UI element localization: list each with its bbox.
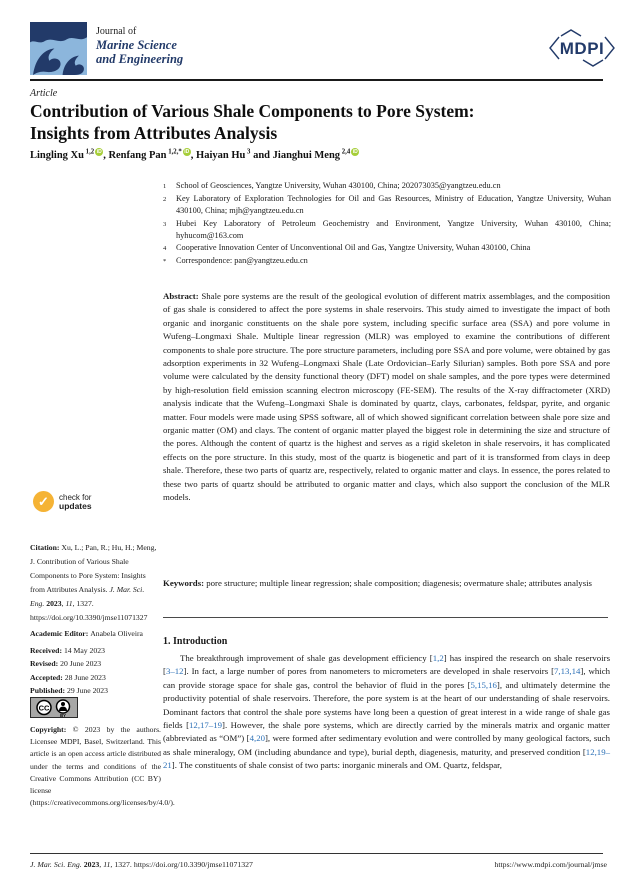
text-segment: , 1327. https://doi.org/10.3390/jmse11071327 — [110, 860, 253, 869]
text-segment: ]. The constituents of shale consist of two parts: inorganic minerals and OM. Quartz, feldspar, — [171, 760, 502, 771]
citation-block — [30, 541, 160, 625]
text-segment: 2023 — [46, 599, 62, 608]
page-title — [30, 100, 608, 144]
text-segment: Anabela Oliveira — [90, 629, 143, 638]
svg-text:CC: CC — [38, 703, 50, 713]
abstract-text: Shale pore systems are the result of the geological evolution of different matrix assemblages, and the composition of gas shale is considered to affect the pore systems in shale reservoirs. This study aimed to investigate the impact of both organic and inorganic constituents on the shale pore system, including specific surface area (SSA) and pore volume in Wufeng–Longmaxi Shale. Multiple linear regression (MLR) was employed to examine the contributions of different components to shale pore structure. The pore structure parameters, including pore SSA and pore volume, were obtained by gas adsorption experiments in 32 Wufeng–Longmaxi Shale (Late Ordovician–Early Silurian) samples. Both pore SSA and pore volume were calculated by the density functional theory (DFT) model on shale samples, and the pore types were determined by high-resolution field emission scanning electron microscopy (FE-SEM). The results of the X-ray diffractometer (XRD) analysis indicate that the Wufeng–Longmaxi Shale is dominated by quartz, clays, carbonates, feldspar, pyrite, and organic matter. Four models were made using SPSS software, all of which showed significant correlation between shale pore size and organic matter (OM) and clays. The content of organic matter played the biggest role in determining the size and structure of the pores. Although the content of quartz is the highest and serves as a rigid skeleton in shale reservoirs, it has complicated effects on the pore structure. In this study, most of the quartz is biogenetic and part of it is transformed from clays in deep shale. Therefore, these two parts of quartz are, respectively, related to organic matter and clays. In essence, the pores related to these two parts of quartz should be attributed to organic matter and clays, which also support the conclusion of the MLR models. — [163, 291, 610, 503]
affiliation-item: 3 Hubei Key Laboratory of Petroleum Geochemistry and Environment, Yangtze University, Wuhan 430100, China; hyhucom@163.com — [163, 218, 611, 240]
footer-citation — [30, 860, 253, 869]
affiliation-item: 1 School of Geosciences, Yangtze University, Wuhan 430100, China; 202073035@yangtzeu.edu.cn — [163, 181, 501, 190]
text-segment: Copyright: — [30, 725, 73, 734]
text-segment: ], which can provide storage space for shale gas, control the behavior of fluid in the pores [ — [163, 666, 611, 690]
history-dates — [30, 644, 108, 698]
correspondence-item: * Correspondence: pan@yangtzeu.edu.cn — [163, 256, 308, 266]
orcid-icon[interactable]: iD — [184, 149, 190, 155]
reference-link[interactable]: 12,19–21 — [163, 746, 610, 771]
author: Lingling Xu $^{1,2}$ iD , — [30, 148, 109, 161]
title-line1: Contribution of Various Shale Components to Pore System: — [30, 101, 475, 121]
text-segment: , — [99, 860, 104, 869]
text-segment: © 2023 by the authors. Licensee MDPI, Basel, Switzerland. This article is an open access article distributed under the terms and conditions of the Creative Commons Attribution (CC BY) license (https://creativecommons.org/licenses/by/4.0/). — [30, 725, 175, 808]
mdpi-logo-text: MDPI — [559, 39, 605, 58]
text-segment: , — [61, 599, 66, 608]
date-published: Published: 29 June 2023 — [30, 686, 108, 696]
svg-text:BY: BY — [60, 713, 66, 718]
author: Haiyan Hu $^3$ and — [196, 148, 273, 161]
check-icon: ✓ — [33, 491, 54, 512]
text-segment: J. Mar. Sci. Eng. — [30, 585, 145, 608]
date-received: Received: 14 May 2023 — [30, 646, 105, 655]
mdpi-logo-icon — [545, 28, 619, 68]
text-segment: ]. However, the shale pore systems, which are directly carried by the minerals matrix and organic matter (abbreviated as “OM”) [ — [163, 720, 610, 744]
keywords-label: Keywords: — [163, 578, 205, 588]
orcid-icon[interactable]: iD — [352, 149, 358, 155]
abstract-label: Abstract: — [163, 291, 199, 301]
reference-link[interactable]: 3–12 — [165, 666, 184, 677]
header-divider — [30, 79, 603, 81]
date-accepted: Accepted: 28 June 2023 — [30, 672, 106, 682]
keywords — [163, 577, 610, 590]
journal-title — [96, 27, 183, 66]
reference-link[interactable]: 4,20 — [249, 733, 265, 744]
affiliation-item: 4 Cooperative Innovation Center of Unconventional Oil and Gas, Yangtze University, Wuhan 430100, China — [163, 243, 531, 253]
reference-link[interactable]: 5,15,16 — [470, 679, 497, 690]
article-type-label: Article — [30, 88, 58, 99]
footer-journal-url[interactable]: https://www.mdpi.com/journal/jmse — [494, 860, 607, 869]
academic-editor — [30, 628, 160, 639]
affiliation-item: 2 Key Laboratory of Exploration Technologies for Oil and Gas Resources, Ministry of Education, Yangtze University, Wuhan 430100, China; mjh@yangtzeu.edu.cn — [163, 194, 611, 216]
reference-link[interactable]: 12,17–19 — [189, 720, 223, 731]
text-segment: ], were formed after sedimentary evolution and were controlled by many geological factors, such as shale mineralogy, OM (including abundance and type), burial depth, diagenesis, maturity, and preserved condition [ — [163, 733, 610, 757]
author: Renfang Pan $^{1,2,*}$ iD , — [108, 148, 197, 161]
text-segment: J. Mar. Sci. Eng. — [30, 860, 84, 869]
cc-by-license-badge[interactable] — [30, 697, 78, 718]
date-revised: Revised: 20 June 2023 — [30, 659, 102, 669]
journal-name-line1: Marine Science — [96, 38, 177, 52]
reference-link[interactable]: 7,13,14 — [554, 666, 581, 677]
copyright-notice — [30, 724, 175, 809]
affiliations-list — [163, 180, 611, 268]
reference-link[interactable]: 1,2 — [432, 653, 444, 663]
journal-wave-icon — [30, 22, 87, 75]
section-divider — [163, 617, 608, 618]
text-segment: ], and ultimately determine the productivity potential of shale reservoirs. Therefore, the pore system is at the heart of our understanding of shale reservoirs. Dominant factors that control the shale pore systems have long been a question of great interest in a wide range of shale gas fields [ — [163, 679, 610, 731]
title-line2: Insights from Attributes Analysis — [30, 123, 278, 143]
text-segment: Xu, L.; Pan, R.; Hu, H.; Meng, J. Contribution of Various Shale Components to Pore System: Insights from Attributes Analysis. — [30, 543, 157, 594]
keywords-text: pore structure; multiple linear regression; shale composition; diagenesis; overmature shale; attributes analysis — [206, 578, 592, 588]
text-segment: , 1327. https://doi.org/10.3390/jmse11071327 — [30, 599, 148, 622]
journal-name-line2: and Engineering — [96, 51, 184, 66]
text-segment: 11 — [103, 860, 111, 869]
text-segment: Citation: — [30, 543, 62, 552]
section-heading-introduction: 1. Introduction — [163, 636, 228, 647]
author: Jianghui Meng $^{2,4}$ iD — [272, 148, 358, 161]
journal-prefix: Journal of — [96, 26, 137, 37]
mdpi-logo[interactable] — [545, 28, 619, 68]
journal-logo[interactable] — [30, 22, 87, 75]
check-for-updates-label: check for updates — [59, 492, 92, 511]
text-segment: Academic Editor: — [30, 629, 91, 638]
authors-line — [30, 148, 608, 161]
footer-divider — [30, 853, 603, 854]
orcid-icon[interactable]: iD — [96, 149, 102, 155]
cc-by-icon — [30, 697, 78, 718]
text-segment: The breakthrough improvement of shale gas development efficiency [ — [180, 653, 433, 663]
abstract — [163, 290, 610, 505]
check-for-updates-badge[interactable] — [33, 491, 92, 512]
text-segment: ]. In fact, a large number of pores from nanometers to micrometers are developed in shale reservoirs [ — [183, 666, 555, 677]
text-segment: 2023 — [83, 860, 100, 869]
text-segment: 11 — [65, 599, 73, 608]
text-segment: ] has inspired the research on shale reservoirs [ — [163, 653, 610, 677]
introduction-paragraph — [163, 652, 610, 773]
